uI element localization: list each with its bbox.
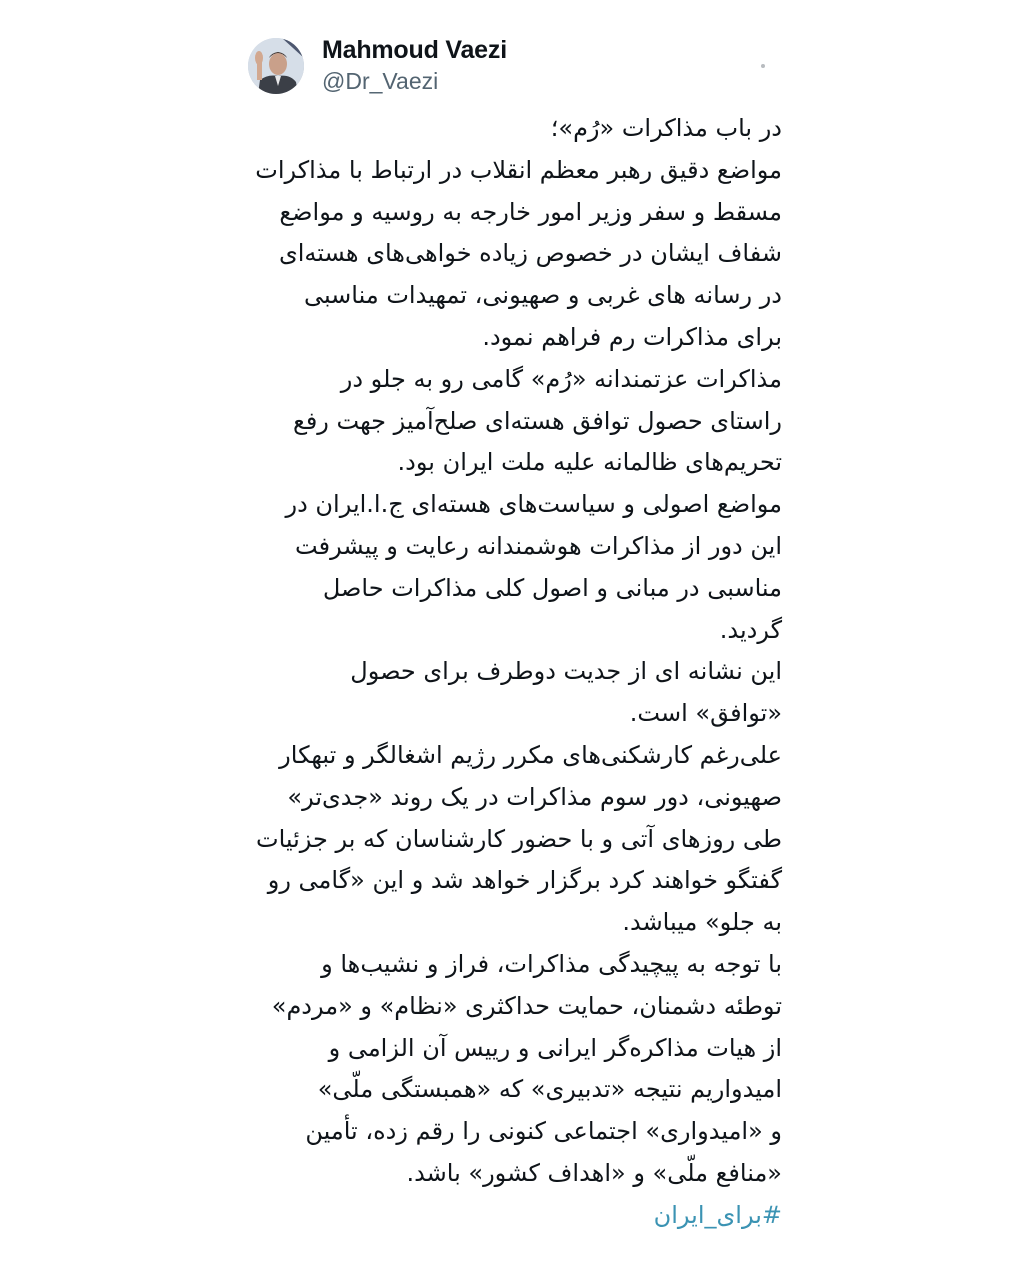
tweet-line: گفتگو خواهند کرد برگزار خواهد شد و این «گامی رو xyxy=(267,866,782,895)
profile-photo-icon xyxy=(248,38,304,94)
tweet-line: این دور از مذاکرات هوشمندانه رعایت و پیشرفت xyxy=(295,531,782,560)
tweet-line: در باب مذاکرات «رُم»؛ xyxy=(550,114,782,142)
tweet-line: «منافع ملّی» و «اهداف کشور» باشد. xyxy=(406,1158,782,1187)
author-name[interactable]: Mahmoud Vaezi xyxy=(322,36,507,64)
tweet-line: مذاکرات عزتمندانه «رُم» گامی رو به جلو در xyxy=(340,364,782,393)
tweet-line: مسقط و سفر وزیر امور خارجه به روسیه و مواضع xyxy=(279,197,782,226)
tweet-text xyxy=(246,108,782,1237)
tweet-line: از هیات مذاکره‌گر ایرانی و رییس آن الزامی و xyxy=(328,1033,782,1062)
tweet-line: توطئه دشمنان، حمایت حداکثری «نظام» و «مردم» xyxy=(271,991,782,1020)
author-handle[interactable]: @Dr_Vaezi xyxy=(322,68,439,94)
tweet-line: این نشانه ای از جدیت دوطرف برای حصول xyxy=(350,657,782,686)
tweet-line: گردید. xyxy=(719,615,782,644)
tweet-line: مواضع دقیق رهبر معظم انقلاب در ارتباط با مذاکرات xyxy=(255,155,782,184)
tweet-line: تحریم‌های ظالمانه علیه ملت ایران بود. xyxy=(397,448,782,477)
tweet-line: برای مذاکرات رم فراهم نمود. xyxy=(482,322,782,351)
tweet-line: امیدواریم نتیجه «تدبیری» که «همبستگی ملّی» xyxy=(317,1075,782,1104)
tweet-line: و «امیدواری» اجتماعی کنونی را رقم زده، تأمین xyxy=(305,1117,782,1146)
tweet-header xyxy=(246,28,782,100)
more-options-icon[interactable] xyxy=(761,64,765,68)
tweet-line: صهیونی، دور سوم مذاکرات در یک روند «جدی‌تر» xyxy=(287,782,782,811)
tweet-line: با توجه به پیچیدگی مذاکرات، فراز و نشیب‌ها و xyxy=(321,949,782,978)
tweet-line: مواضع اصولی و سیاست‌های هسته‌ای ج.ا.ایران در xyxy=(285,490,782,519)
avatar[interactable] xyxy=(248,38,304,94)
tweet-line: در رسانه های غربی و صهیونی، تمهیدات مناسبی xyxy=(303,281,782,310)
tweet-line: «توافق» است. xyxy=(629,699,782,728)
tweet-line: شفاف ایشان در خصوص زیاده خواهی‌های هسته‌ای xyxy=(278,239,782,268)
tweet-card xyxy=(246,28,782,1229)
tweet-line: به جلو» میباشد. xyxy=(622,908,782,937)
tweet-line: علی‌رغم کارشکنی‌های مکرر رژیم اشغالگر و تبهکار xyxy=(279,740,782,769)
tweet-line: راستای حصول توافق هسته‌ای صلح‌آمیز جهت رفع xyxy=(293,406,782,435)
hashtag-link[interactable]: #برای_ایران xyxy=(653,1200,782,1229)
tweet-line: مناسبی در مبانی و اصول کلی مذاکرات حاصل xyxy=(322,573,782,602)
tweet-line: طی روزهای آتی و با حضور کارشناسان که بر جزئیات xyxy=(255,824,782,853)
